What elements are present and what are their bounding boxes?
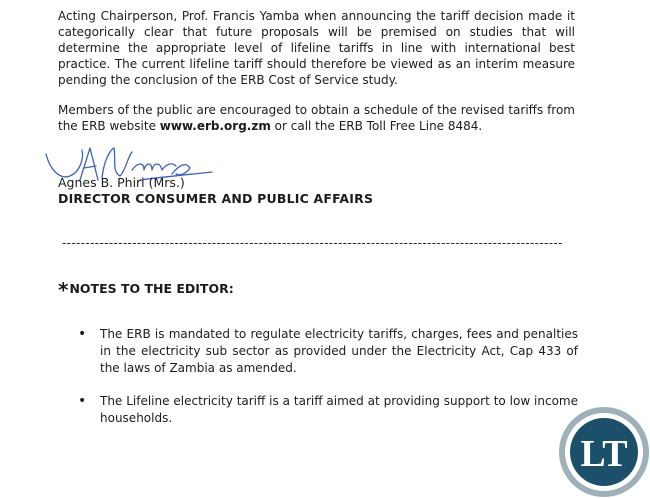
note-text: The Lifeline electricity tariff is a tariff aimed at providing support to low income households. bbox=[100, 394, 578, 425]
bullet-icon: • bbox=[78, 326, 87, 342]
public-notice-paragraph bbox=[58, 102, 575, 134]
signature-stroke-4 bbox=[132, 164, 176, 170]
note-text: The ERB is mandated to regulate electricity tariffs, charges, fees and penalties in the electricity sub sector as provided under the Electricity Act, Cap 433 of the laws of Zambia as amended. bbox=[100, 327, 578, 375]
public-notice-text-after: or call the ERB Toll Free Line 8484. bbox=[270, 119, 483, 133]
note-item bbox=[58, 326, 578, 377]
notes-heading bbox=[58, 278, 234, 302]
erb-website-link[interactable]: www.erb.org.zm bbox=[159, 119, 271, 133]
signer-name: Agnes B. Phiri (Mrs.) bbox=[58, 175, 185, 190]
lt-logo bbox=[556, 404, 650, 498]
public-notice-text-before: Members of the public are encouraged to obtain a schedule of the revised tariffs from the ERB website bbox=[58, 103, 575, 133]
notes-list bbox=[58, 326, 578, 427]
logo-text: LT bbox=[580, 433, 628, 475]
note-item bbox=[58, 393, 578, 427]
notes-heading-text: NOTES TO THE EDITOR: bbox=[69, 281, 234, 296]
signature-stroke-3 bbox=[102, 148, 132, 178]
chairperson-paragraph: Acting Chairperson, Prof. Francis Yamba when announcing the tariff decision made it categorically clear that future proposals will be premised on studies that will determine the appropriate level of lifeline tariffs in line with international best practice. The current lifeline tariff should therefore be viewed as an interim measure pending the conclusion of the ERB Cost of Service study. bbox=[58, 9, 575, 87]
signer-title: DIRECTOR CONSUMER AND PUBLIC AFFAIRS bbox=[58, 191, 374, 206]
bullet-icon: • bbox=[78, 393, 87, 409]
signature-stroke-5 bbox=[172, 165, 190, 175]
section-divider: ----------------------------------------------------------------------------------------------------------- bbox=[62, 236, 563, 250]
signature-stroke-1 bbox=[46, 150, 83, 177]
asterisk-mark: * bbox=[58, 278, 69, 302]
